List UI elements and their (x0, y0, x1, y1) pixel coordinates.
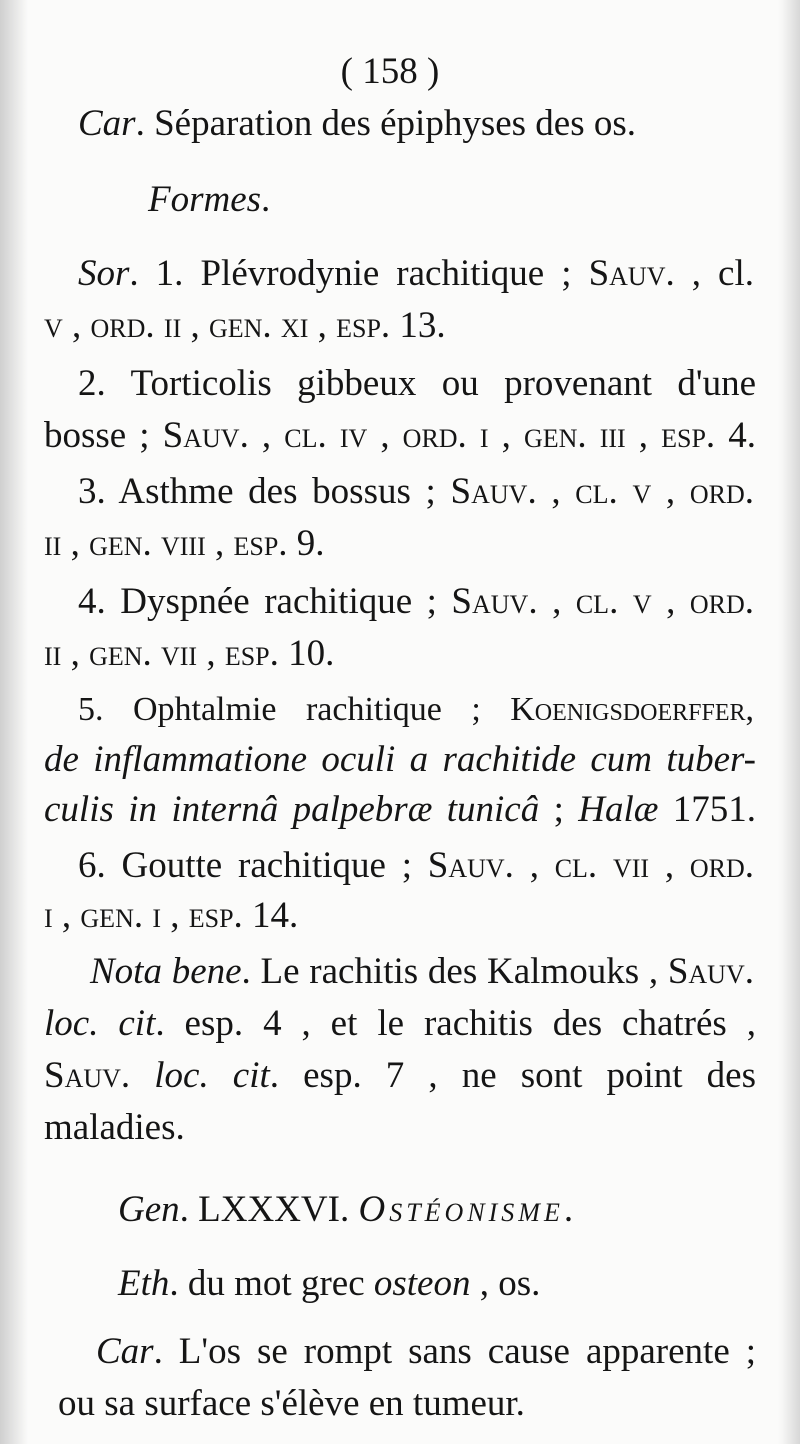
page-number: ( 158 ) (340, 51, 440, 92)
text-line: bosse ; Sauv. , cl. iv , ord. i , gen. iii , esp. 4. (44, 415, 757, 456)
text-line: 2. Torticolis gibbeux ou provenant d'une (78, 363, 756, 404)
text-line: 4. Dyspnée rachitique ; Sauv. , cl. v , ord. (78, 581, 754, 622)
etymology-line: Eth. du mot grec osteon , os. (118, 1263, 541, 1304)
page-shadow-right (778, 0, 800, 1444)
text-line: maladies. (44, 1107, 185, 1148)
text-line: v , ord. ii , gen. xi , esp. 13. (44, 305, 446, 346)
text-line: ou sa surface s'élève en tumeur. (58, 1383, 525, 1424)
char-line: Car. Séparation des épiphyses des os. (78, 103, 637, 144)
text-line: ii , gen. viii , esp. 9. (44, 523, 325, 564)
text-line: Nota bene. Le rachitis des Kalmouks , Sauv. (90, 951, 754, 992)
text-line: 3. Asthme des bossus ; Sauv. , cl. v , ord. (78, 471, 754, 512)
text-line: 5. Ophtalmie rachitique ; Koenigsdoerffer, (78, 691, 754, 728)
text-line: Sor. 1. Plévrodynie rachitique ; Sauv. , cl. (78, 253, 754, 294)
text-line: 6. Goutte rachitique ; Sauv. , cl. vii , ord. (78, 845, 754, 886)
char-line: Car. L'os se rompt sans cause apparente ; (96, 1331, 756, 1372)
text-line: culis in internâ palpebræ tunicâ ; Halæ 1751. (44, 789, 757, 830)
text-line: de inflammatione oculi a rachitide cum tuber- (44, 739, 756, 780)
text-line: Sauv. loc. cit. esp. 7 , ne sont point des (44, 1055, 756, 1096)
genus-heading: Gen. LXXXVI. Ostéonisme. (118, 1189, 574, 1230)
text-line: loc. cit. esp. 4 , et le rachitis des chatrés , (44, 1003, 757, 1044)
forms-heading: Formes. (148, 179, 271, 220)
text-line: ii , gen. vii , esp. 10. (44, 633, 335, 674)
page-shadow-left (0, 0, 28, 1444)
text-line: i , gen. i , esp. 14. (44, 895, 299, 936)
